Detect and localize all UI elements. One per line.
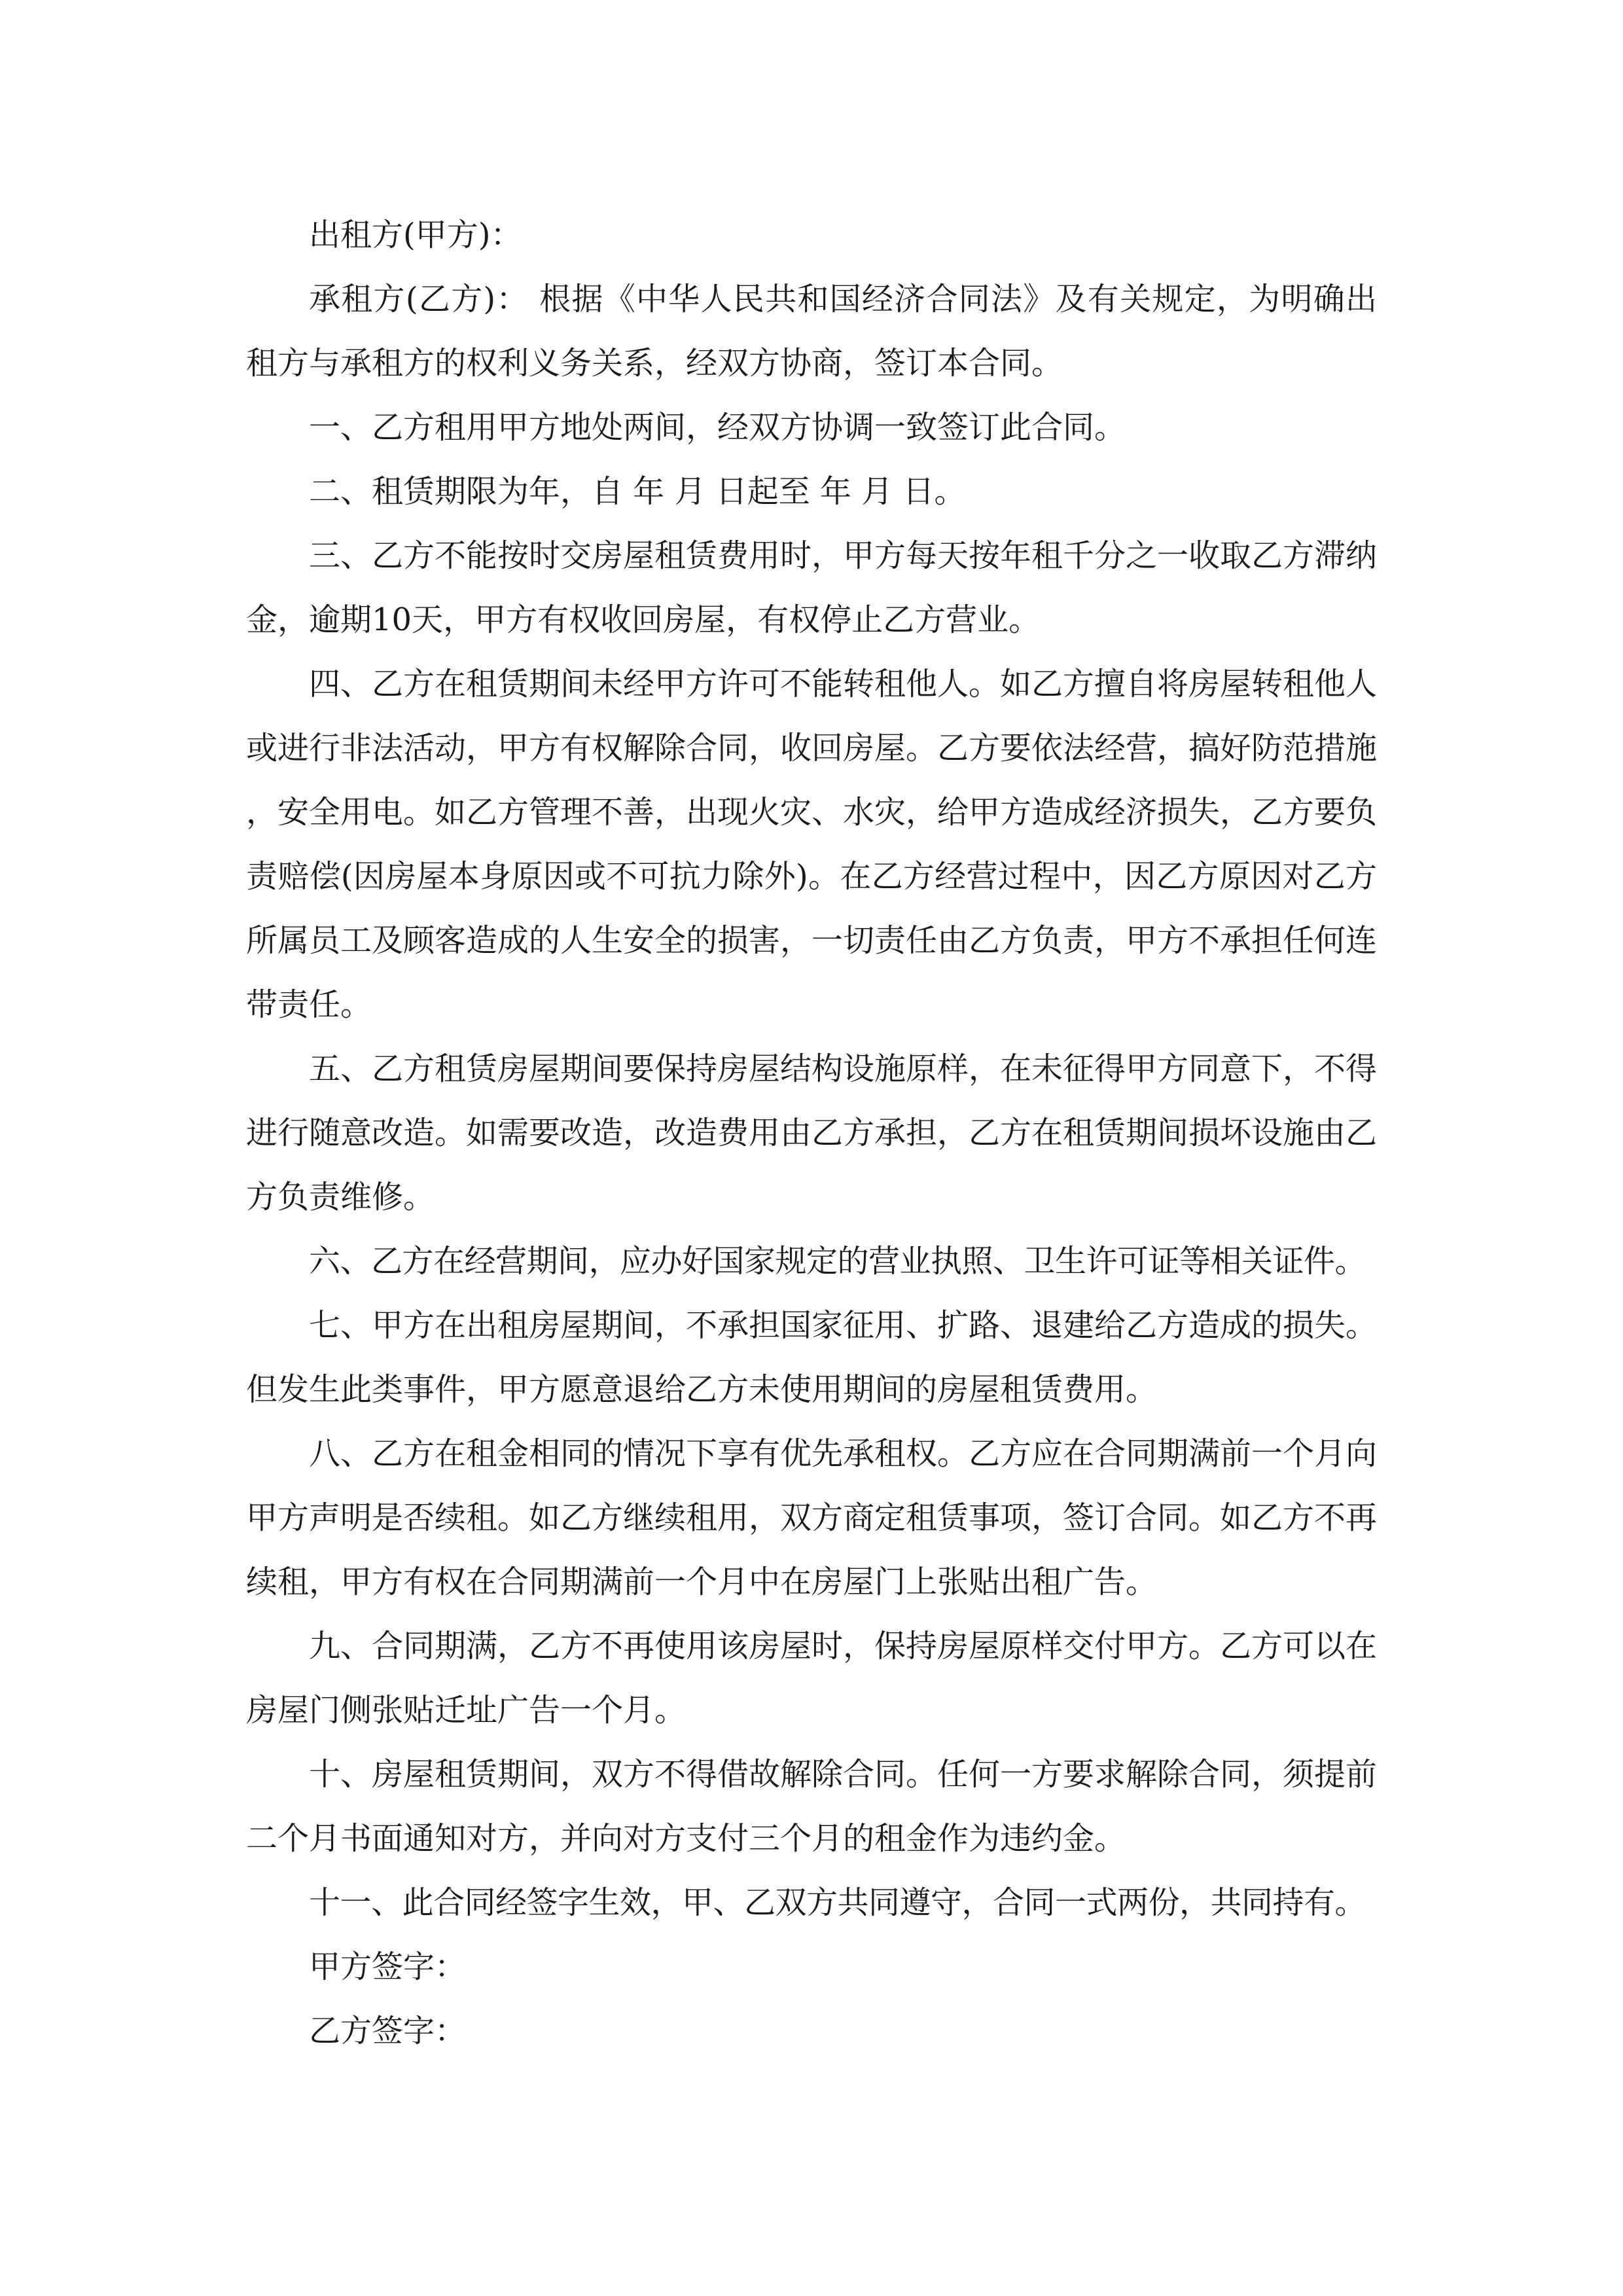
clause-1: 一、乙方租用甲方地处两间，经双方协调一致签订此合同。 [309,409,1126,446]
contract-body [246,203,1377,2063]
clause-9: 九、合同期满，乙方不再使用该房屋时，保持房屋原样交付甲方。乙方可以在房屋门侧张贴迁址广告一个月。 [246,1628,1378,1729]
clause-2: 二、租赁期限为年，自 年 月 日起至 年 月 日。 [309,473,966,510]
lessee-signature-label: 乙方签字： [309,2013,467,2049]
clause-3: 三、乙方不能按时交房屋租赁费用时，甲方每天按年租千分之一收取乙方滞纳金，逾期10天，甲方有权收回房屋，有权停止乙方营业。 [246,537,1378,638]
clause-8: 八、乙方在租金相同的情况下享有优先承租权。乙方应在合同期满前一个月向甲方声明是否续租。如乙方继续租用，双方商定租赁事项，签订合同。如乙方不再续租，甲方有权在合同期满前一个月中在房屋门上张贴出租广告。 [246,1435,1378,1600]
clause-7: 七、甲方在出租房屋期间，不承担国家征用、扩路、退建给乙方造成的损失。但发生此类事件，甲方愿意退给乙方未使用期间的房屋租赁费用。 [246,1307,1378,1408]
clause-6: 六、乙方在经营期间，应办好国家规定的营业执照、卫生许可证等相关证件。 [309,1243,1366,1280]
clause-11: 十一、此合同经签字生效，甲、乙双方共同遵守，合同一式两份，共同持有。 [309,1884,1366,1921]
clause-10: 十、房屋租赁期间，双方不得借故解除合同。任何一方要求解除合同，须提前二个月书面通知对方，并向对方支付三个月的租金作为违约金。 [246,1756,1378,1857]
lessee-intro-paragraph: 承租方(乙方)： 根据《中华人民共和国经济合同法》及有关规定，为明确出租方与承租方的权利义务关系，经双方协商，签订本合同。 [246,281,1377,382]
clause-5: 五、乙方租赁房屋期间要保持房屋结构设施原样，在未征得甲方同意下，不得进行随意改造。如需要改造，改造费用由乙方承担，乙方在租赁期间损坏设施由乙方负责维修。 [246,1050,1378,1215]
lessor-signature-label: 甲方签字： [309,1948,467,1985]
clause-4: 四、乙方在租赁期间未经甲方许可不能转租他人。如乙方擅自将房屋转租他人或进行非法活动，甲方有权解除合同，收回房屋。乙方要依法经营，搞好防范措施，安全用电。如乙方管理不善，出现火灾、水灾，给甲方造成经济损失，乙方要负责赔偿(因房屋本身原因或不可抗力除外)。在乙方经营过程中，因乙方原因对乙方所属员工及顾客造成的人生安全的损害，一切责任由乙方负责，甲方不承担任何连带责任。 [246,666,1378,1023]
lessor-line: 出租方(甲方)： [309,217,522,253]
